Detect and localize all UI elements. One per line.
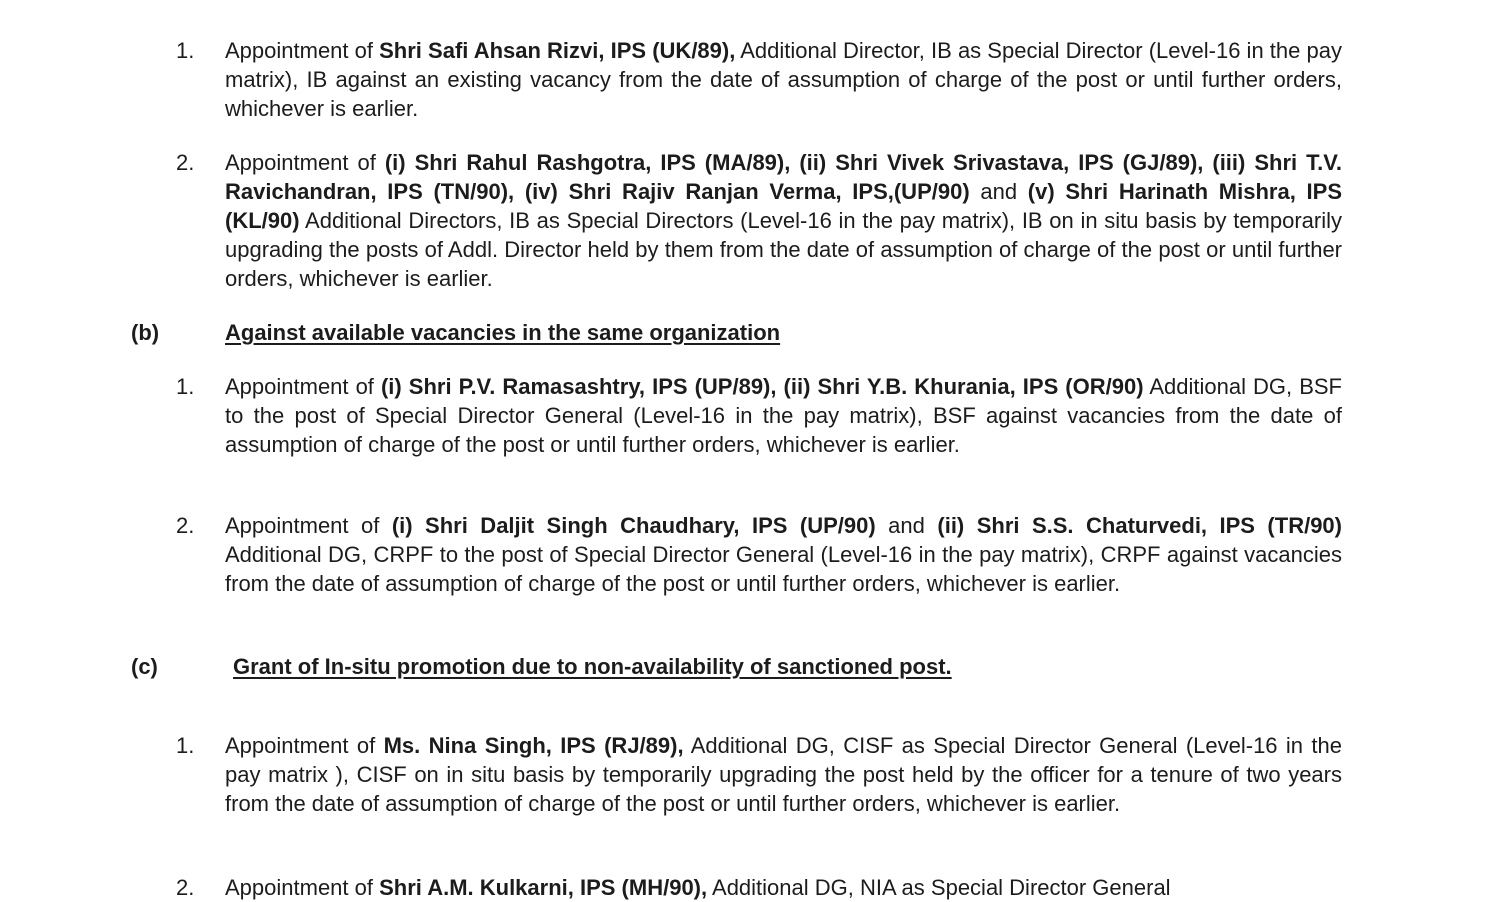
text-run: and	[875, 513, 938, 538]
bold-text-run: Shri A.M. Kulkarni, IPS (MH/90),	[379, 875, 708, 900]
text-run: Additional DG, NIA as Special Director General	[707, 875, 1171, 900]
item-number: 1.	[176, 733, 195, 758]
item-text	[225, 731, 1342, 818]
text-run: Additional Director, IB as Special Director (Level-16 in the pay matrix), IB against an existing vacancy from the date of assumption of charge of the post or until further orders, whichever is earlier.	[225, 38, 1342, 121]
text-run: Appointment of	[225, 150, 385, 175]
text-run: Appointment of	[225, 38, 380, 63]
text-run: Additional DG, BSF to the post of Special Director General (Level-16 in the pay matrix), BSF against vacancies from the date of assumption of charge of the post or until further orders, whichever is earlier.	[225, 374, 1342, 457]
item-text	[225, 511, 1342, 598]
text-run: Additional Directors, IB as Special Directors (Level-16 in the pay matrix), IB on in situ basis by temporarily upgrading the posts of Addl. Director held by them from the date of assumption of charge of the post or until further orders, whichever is earlier.	[225, 208, 1342, 291]
list-item	[176, 36, 1342, 123]
list-item	[176, 731, 1342, 818]
item-number: 1.	[176, 374, 195, 399]
bold-text-run: Shri Safi Ahsan Rizvi, IPS (UK/89),	[379, 38, 736, 63]
text-run: Additional DG, CISF as Special Director General (Level-16 in the pay matrix ), CISF on in situ basis by temporarily upgrading the post held by the officer for a tenure of two years from the date of assumption of charge of the post or until further orders, whichever is earlier.	[225, 733, 1342, 816]
list-item	[176, 372, 1342, 459]
item-number: 2.	[176, 150, 195, 175]
text-run: Appointment of	[225, 875, 380, 900]
list-item	[176, 148, 1342, 293]
bold-text-run: (i) Shri Rahul Rashgotra, IPS (MA/89), (ii) Shri Vivek Srivastava, IPS (GJ/89), (iii) Shri T.V. Ravichandran, IPS (TN/90), (iv) Shri Rajiv Ranjan Verma, IPS,(UP/90)	[225, 150, 1342, 204]
section-title: Against available vacancies in the same organization	[225, 320, 781, 345]
bold-text-run: Ms. Nina Singh, IPS (RJ/89),	[383, 733, 684, 758]
item-text	[225, 372, 1342, 459]
section-title: Grant of In-situ promotion due to non-availability of sanctioned post.	[233, 654, 952, 679]
bold-text-run: (ii) Shri S.S. Chaturvedi, IPS (TR/90)	[937, 513, 1342, 538]
text-run: Appointment of	[225, 733, 384, 758]
section-label: (c)	[131, 654, 158, 679]
item-text	[225, 148, 1342, 293]
text-run: and	[969, 179, 1028, 204]
item-number: 1.	[176, 38, 195, 63]
section-label: (b)	[131, 320, 160, 345]
text-run: Appointment of	[225, 374, 381, 399]
bold-text-run: (i) Shri Daljit Singh Chaudhary, IPS (UP/90)	[391, 513, 876, 538]
item-number: 2.	[176, 513, 195, 538]
bold-text-run: (i) Shri P.V. Ramasashtry, IPS (UP/89), (ii) Shri Y.B. Khurania, IPS (OR/90)	[380, 374, 1144, 399]
item-text	[225, 36, 1342, 123]
bold-text-run: (v) Shri Harinath Mishra, IPS (KL/90)	[225, 179, 1343, 233]
text-run: Appointment of	[225, 513, 392, 538]
item-number: 2.	[176, 875, 195, 900]
text-run: Additional DG, CRPF to the post of Special Director General (Level-16 in the pay matrix), CRPF against vacancies from the date of assumption of charge of the post or until further orders, whichever is earlier.	[225, 542, 1342, 596]
list-item	[176, 511, 1342, 598]
item-text	[225, 873, 1342, 902]
list-item	[176, 873, 1342, 902]
